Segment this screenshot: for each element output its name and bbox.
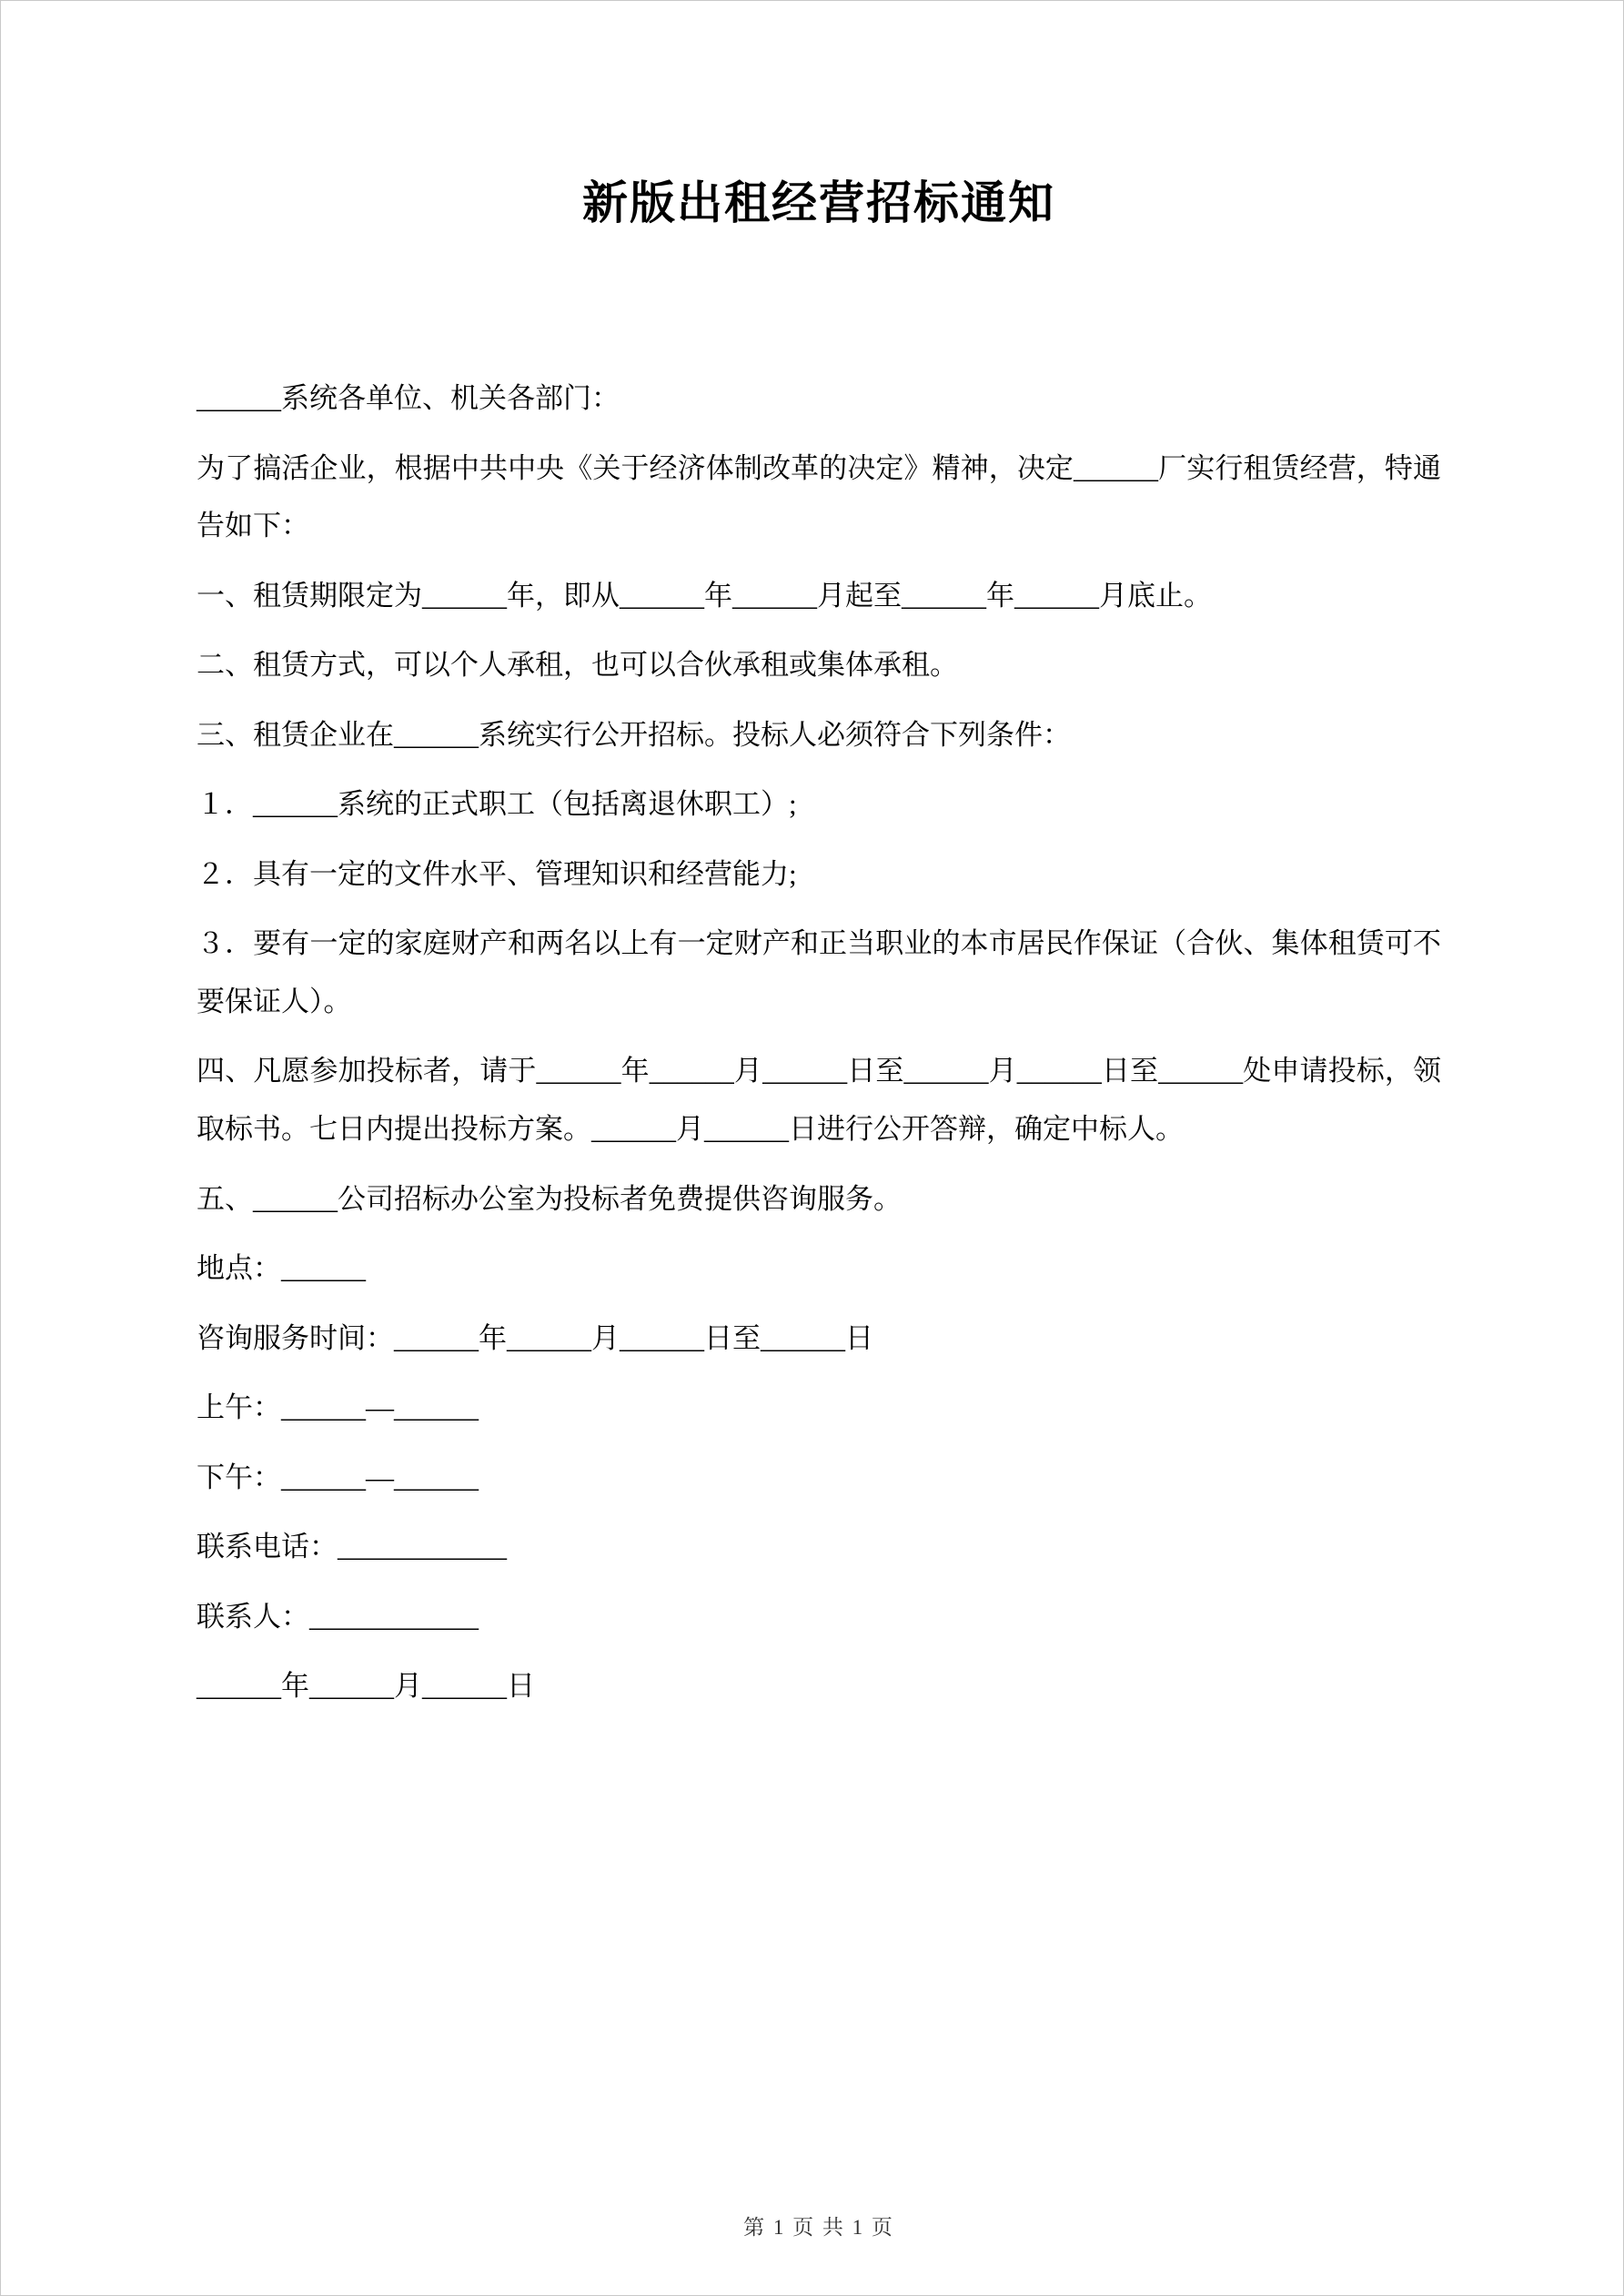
paragraph-item-5: 五、______公司招标办公室为投标者免费提供咨询服务。 xyxy=(197,1182,902,1215)
paragraph-salutation: ______系统各单位、机关各部门： xyxy=(197,382,620,414)
paragraph-item-4: 四、凡愿参加投标者，请于______年______月______日至______月______日至______处申请投标，领取标书。七日内提出投标方案。______月______日进行公开答辩，确定中标人。 xyxy=(197,1055,1441,1146)
paragraph-condition-3: ３．要有一定的家庭财产和两名以上有一定财产和正当职业的本市居民作保证（合伙、集体租赁可不要保证人）。 xyxy=(197,927,1441,1017)
paragraph-condition-1: １．______系统的正式职工（包括离退休职工）; xyxy=(197,788,797,821)
paragraph-item-2: 二、租赁方式，可以个人承租，也可以合伙承租或集体承租。 xyxy=(197,649,958,682)
paragraph-condition-2: ２．具有一定的文件水平、管理知识和经营能力; xyxy=(197,857,797,890)
paragraph-service-time: 咨询服务时间：______年______月______日至______日 xyxy=(197,1321,873,1354)
page-number-footer: 第 1 页 共 1 页 xyxy=(743,2216,894,2239)
paragraph-contact-person: 联系人：____________ xyxy=(197,1600,479,1633)
document-body xyxy=(197,369,1441,1727)
paragraph-afternoon-hours: 下午：______—______ xyxy=(197,1461,479,1493)
paragraph-contact-phone: 联系电话：____________ xyxy=(197,1531,507,1563)
paragraph-intro: 为了搞活企业，根据中共中央《关于经济体制改革的决定》精神，决定______厂实行租赁经营，特通告如下： xyxy=(197,451,1441,542)
paragraph-date-line: ______年______月______日 xyxy=(197,1670,535,1703)
paragraph-item-3: 三、租赁企业在______系统实行公开招标。投标人必须符合下列条件： xyxy=(197,718,1071,751)
paragraph-item-1: 一、租赁期限定为______年，即从______年______月起至______年______月底止。 xyxy=(197,579,1212,612)
paragraph-morning-hours: 上午：______—______ xyxy=(197,1391,479,1424)
paragraph-location: 地点：______ xyxy=(197,1252,366,1285)
document-title: 新版出租经营招标通知 xyxy=(582,177,1055,228)
